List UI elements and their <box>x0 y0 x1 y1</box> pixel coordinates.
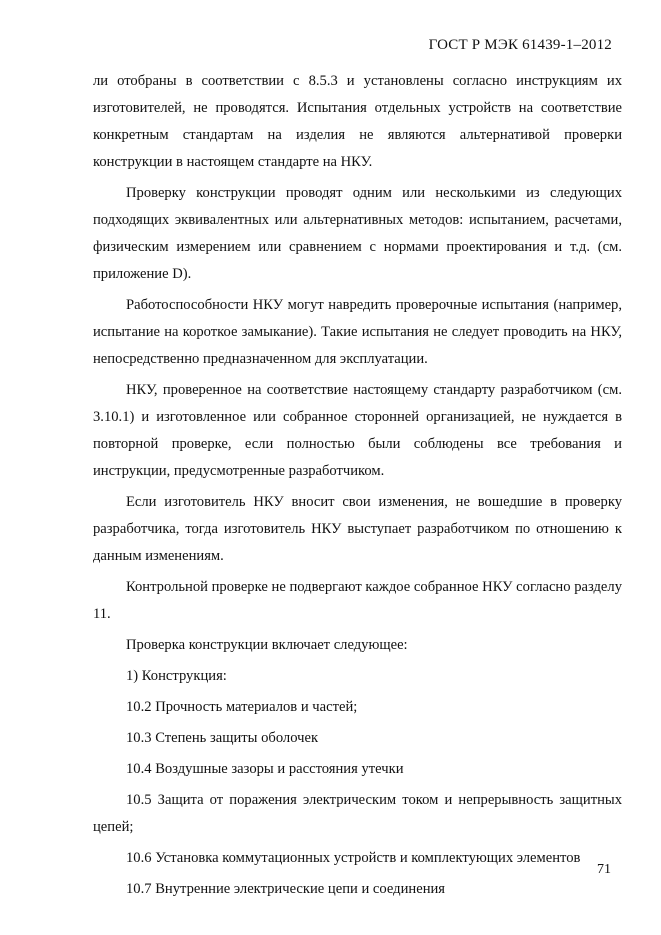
list-item: 10.2 Прочность материалов и частей; <box>126 699 358 715</box>
paragraph: Контрольной проверке не подвергают каждое собранное НКУ согласно разделу 11. <box>93 579 622 622</box>
paragraph-continuation: ли отобраны в соответствии с 8.5.3 и установлены согласно инструкциям их изготовителей, не проводятся. Испытания отдельных устройств на соответствие конкретным стандартам на изделия не являются альтернативой проверки конструкции в настоящем стандарте на НКУ. <box>93 73 622 170</box>
list-item: 10.6 Установка коммутационных устройств и комплектующих элементов <box>126 850 581 866</box>
document-body <box>93 68 622 903</box>
paragraph: Если изготовитель НКУ вносит свои изменения, не вошедшие в проверку разработчика, тогда изготовитель НКУ выступает разработчиком по отношению к данным изменениям. <box>93 494 622 564</box>
paragraph: Работоспособности НКУ могут навредить проверочные испытания (например, испытание на короткое замыкание). Такие испытания не следует проводить на НКУ, непосредственно предназначенном для эксплуатации. <box>93 297 622 367</box>
paragraph: Проверка конструкции включает следующее: <box>126 637 408 653</box>
document-header: ГОСТ Р МЭК 61439-1–2012 <box>428 37 612 53</box>
list-item: 10.7 Внутренние электрические цепи и соединения <box>126 881 446 897</box>
list-item: 10.4 Воздушные зазоры и расстояния утечки <box>126 761 404 777</box>
page-number: 71 <box>597 862 611 877</box>
paragraph: НКУ, проверенное на соответствие настоящему стандарту разработчиком (см. 3.10.1) и изготовленное или собранное сторонней организацией, не нуждается в повторной проверке, если полностью были соблюдены все требования и инструкции, предусмотренные разработчиком. <box>93 382 622 479</box>
list-item: 10.5 Защита от поражения электрическим током и непрерывность защитных цепей; <box>93 792 622 835</box>
list-item: 10.3 Степень защиты оболочек <box>126 730 319 746</box>
list-item: 1) Конструкция: <box>126 668 227 684</box>
paragraph: Проверку конструкции проводят одним или несколькими из следующих подходящих эквивалентных или альтернативных методов: испытанием, расчетами, физическим измерением или сравнением с нормами проектирования и т.д. (см. приложение D). <box>93 185 622 282</box>
